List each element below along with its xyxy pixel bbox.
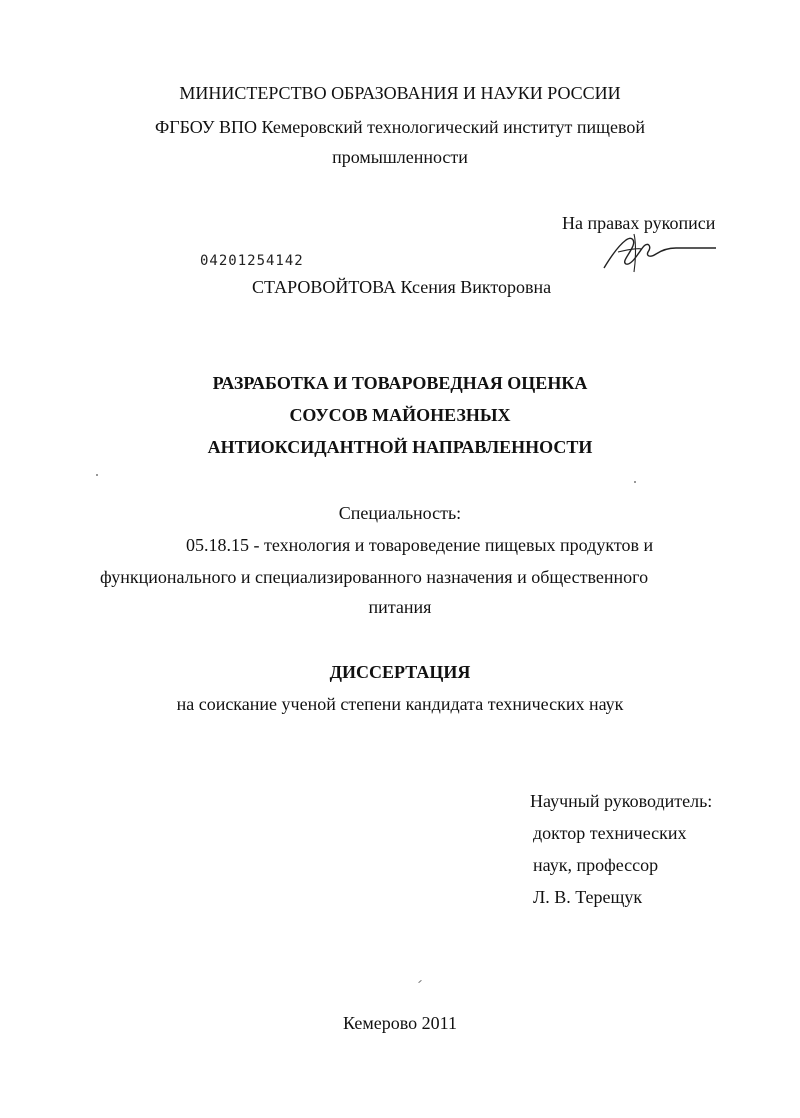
degree: на соискание ученой степени кандидата технических наук xyxy=(176,694,624,714)
work-type: ДИССЕРТАЦИЯ xyxy=(329,662,471,682)
title-line-2: СОУСОВ МАЙОНЕЗНЫХ xyxy=(289,405,511,425)
catalog-number: 04201254142 xyxy=(200,253,304,269)
specialty-line2: функционального и специализированного назначения и общественного xyxy=(100,567,649,587)
supervisor-name: Л. В. Терещук xyxy=(533,887,643,907)
title-line-3: АНТИОКСИДАНТНОЙ НАПРАВЛЕННОСТИ xyxy=(207,437,593,457)
specialty-line3: питания xyxy=(368,597,432,617)
signature xyxy=(596,228,718,278)
author-name: СТАРОВОЙТОВА Ксения Викторовна xyxy=(252,277,552,297)
ministry-name: МИНИСТЕРСТВО ОБРАЗОВАНИЯ И НАУКИ РОССИИ xyxy=(179,83,621,103)
supervisor-line2: наук, профессор xyxy=(533,855,659,875)
rights-note: На правах рукописи xyxy=(562,213,716,233)
scan-speck xyxy=(418,980,422,983)
supervisor-line1: доктор технических xyxy=(533,823,687,843)
city-year: Кемерово 2011 xyxy=(343,1013,457,1033)
supervisor-label: Научный руководитель: xyxy=(530,791,713,811)
institute-name-line1: ФГБОУ ВПО Кемеровский технологический институт пищевой xyxy=(154,117,646,137)
title-line-1: РАЗРАБОТКА И ТОВАРОВЕДНАЯ ОЦЕНКА xyxy=(212,373,588,393)
institute-name-line2: промышленности xyxy=(332,147,468,167)
specialty-label: Специальность: xyxy=(338,503,462,523)
specialty-line1: 05.18.15 - технология и товароведение пищевых продуктов и xyxy=(186,535,654,555)
scan-speck xyxy=(634,481,636,483)
scan-speck xyxy=(96,474,98,476)
